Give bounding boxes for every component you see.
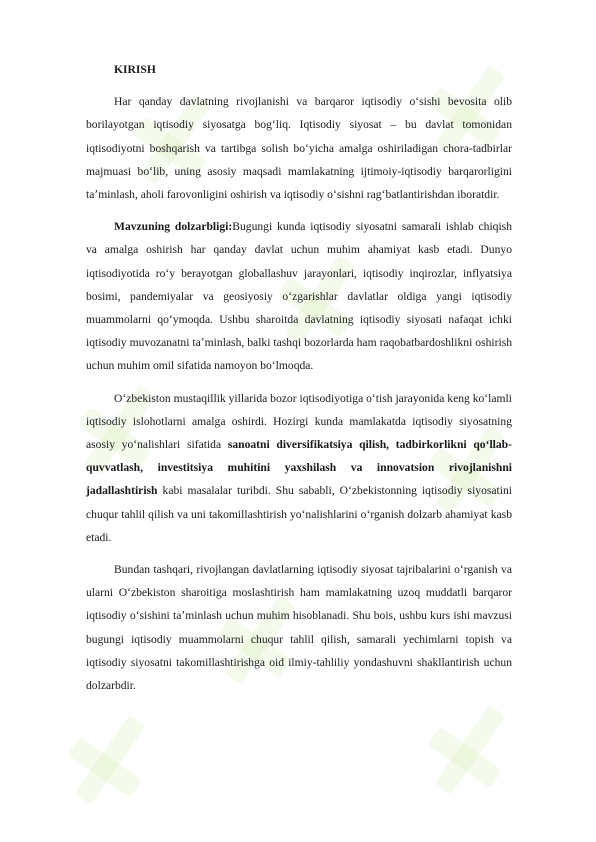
section-heading: KIRISH xyxy=(114,63,156,76)
document-body xyxy=(86,58,512,706)
relevance-lead: Mavzuning dolzarbligi: xyxy=(114,220,233,234)
paragraph-conclusion: Bundan tashqari, rivojlangan davlatlarning iqtisodiy siyosat tajribalarini o‘rganish va ularni O‘zbekiston sharoitiga moslashtirish ham mamlakatning uzoq muddatli barqaror iqtisodiy o‘sishini taʼminlash uchun muhim hisoblanadi. Shu bois, ushbu kurs ishi mavzusi bugungi iqtisodiy muammolarni chuqur tahlil qilish, samarali yechimlarni topish va iqtisodiy siyosatni takomillashtirishga oid ilmiy-tahliliy yondashuvni shakllantirish uchun dolzarbdir. xyxy=(86,563,512,693)
uzbekistan-text-start: O‘zbekiston mustaqillik yillarida bozor iqtisodiyotiga o‘tish jarayonida keng ko‘lamli iqtisodiy islohotlarni amalga oshirdi. Hozirgi kunda mamlakatda iqtisodiy siyosatning asosiy yo‘nalishlari sifatida xyxy=(86,391,512,452)
uzbekistan-text-end: kabi masalalar turibdi. Shu sababli, O‘zbekistonning iqtisodiy siyosatini chuqur tahlil qilish va uni takomillashtirish yo‘nalishlarini o‘rganish dolzarb ahamiyat kasb etadi. xyxy=(86,484,512,544)
paragraph-uzbekistan xyxy=(86,387,512,549)
relevance-text: Bugungi kunda iqtisodiy siyosatni samarali ishlab chiqish va amalga oshirish har qanday davlat uchun muhim ahamiyat kasb etadi. Dunyo iqtisodiyotida ro‘y berayotgan globallashuv jarayonlari, iqtisodiy inqirozlar, inflyatsiya bosimi, pandemiyalar va geosiyosiy o‘zgarishlar davlatlar oldiga yangi iqtisodiy muammolarni qo‘ymoqda. Ushbu sharoitda davlatning iqtisodiy siyosati nafaqat ichki iqtisodiy muvozanatni taʼminlash, balki tashqi bozorlarda ham raqobatbardoshlikni oshirish uchun muhim omil sifatida namoyon bo‘lmoqda. xyxy=(86,220,512,373)
uzbekistan-key-directions: sanoatni diversifikatsiya qilish, tadbirkorlikni qo‘llab-quvvatlash, investitsiya muhitini yaxshilash va innovatsion rivojlanishni jadallashtirish xyxy=(86,438,512,498)
paragraph-intro: Har qanday davlatning rivojlanishi va barqaror iqtisodiy o‘sishi bevosita olib borilayotgan iqtisodiy siyosatga bog‘liq. Iqtisodiy siyosat – bu davlat tomonidan iqtisodiyotni boshqarish va tartibga solish bo‘yicha amalga oshiriladigan chora-tadbirlar majmuasi bo‘lib, uning asosiy maqsadi mamlakatning ijtimoiy-iqtisodiy barqarorligini taʼminlash, aholi farovonligini oshirish va iqtisodiy o‘sishni rag‘batlantirishdan iboratdir. xyxy=(86,95,512,202)
paragraph-relevance xyxy=(86,215,512,377)
